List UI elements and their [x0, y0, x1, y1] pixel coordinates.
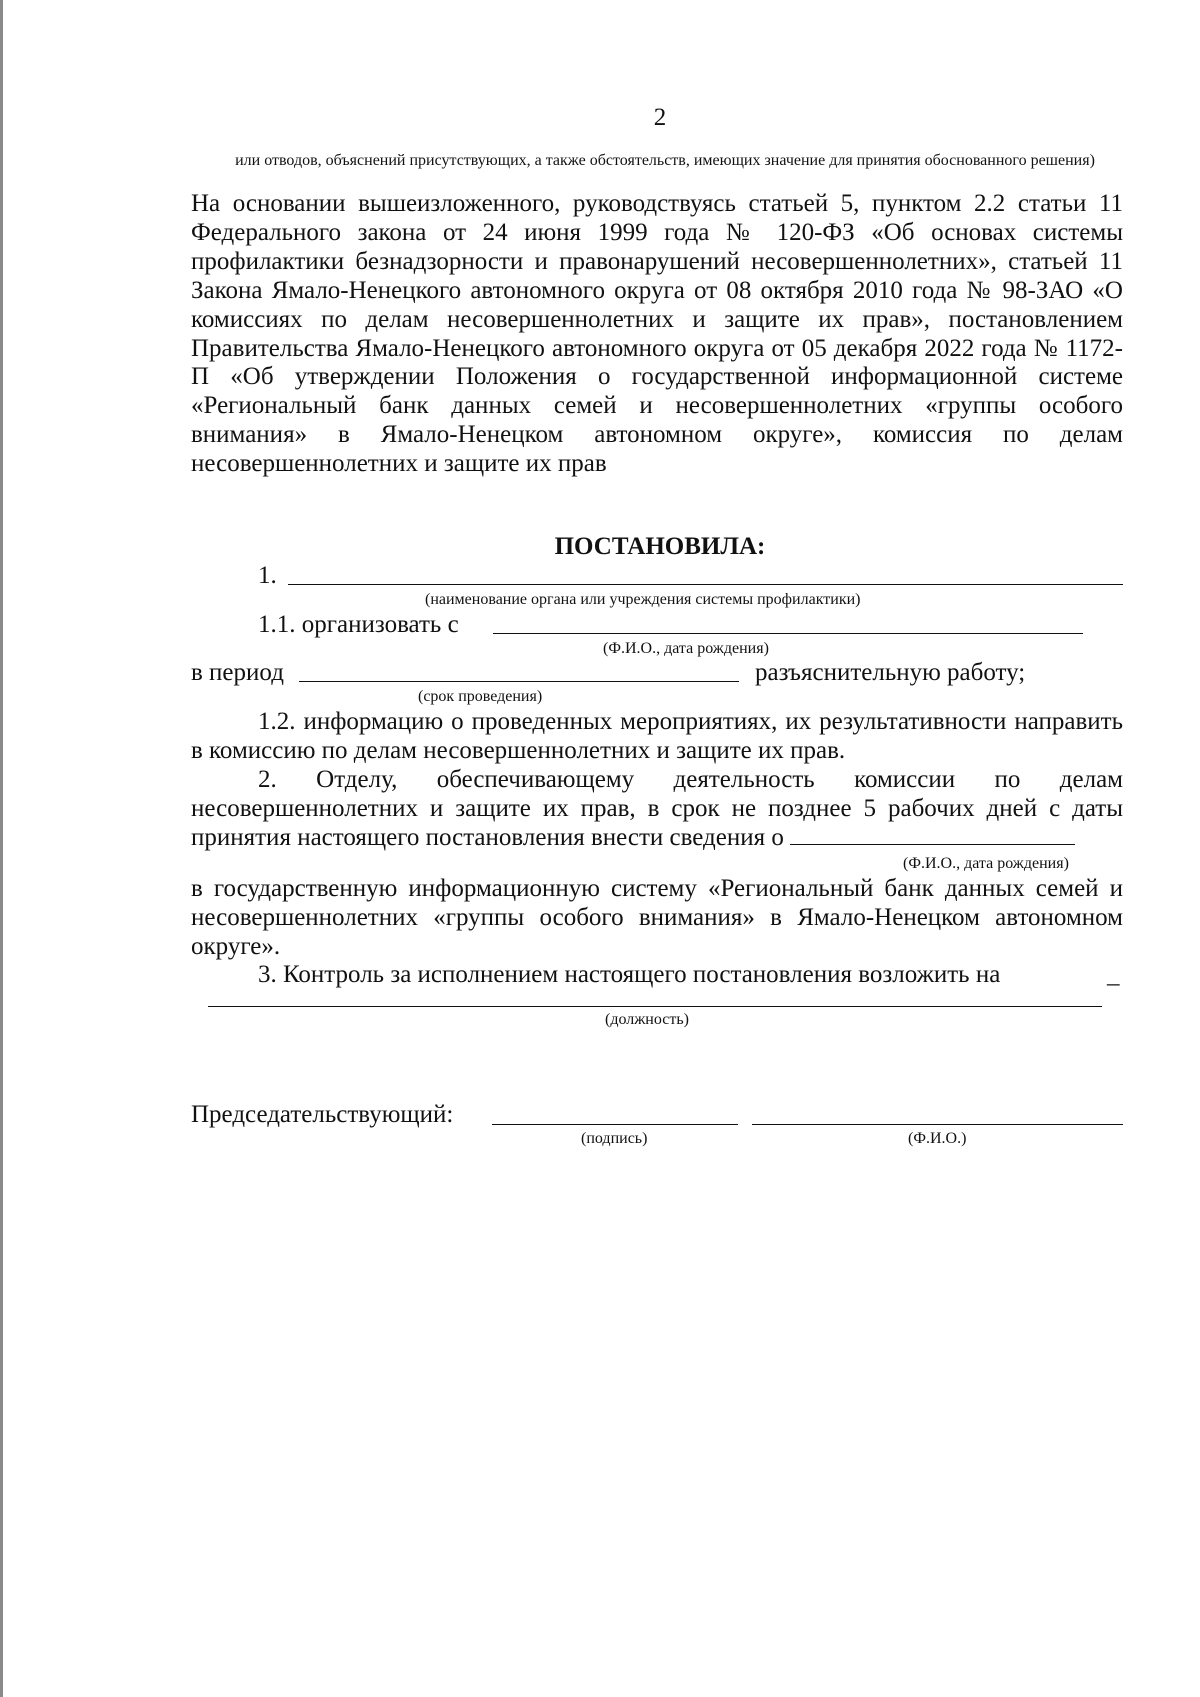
- item-2-text: 2. Отделу, обеспечивающему деятельность комиссии по делам несовершеннолетних и защите их прав, в срок не позднее 5 рабочих дней с даты принятия настоящего постановления внести сведения о: [191, 766, 1123, 851]
- page-number: 2: [653, 104, 667, 131]
- item-3-text: 3. Контроль за исполнением настоящего постановления возложить на: [258, 961, 1001, 988]
- item-1-1-text: 1.1. организовать с: [258, 611, 459, 638]
- resolution-heading: ПОСТАНОВИЛА:: [554, 533, 766, 560]
- item-3-position-blank[interactable]: [208, 1006, 1102, 1007]
- item-3-caption: (должность): [605, 1011, 689, 1028]
- preceding-caption: или отводов, объяснений присутствующих, а также обстоятельств, имеющих значение для принятия обоснованного решения): [235, 152, 1095, 169]
- item-1-2-paragraph: 1.2. информацию о проведенных мероприятиях, их результативности направить в комиссию по делам несовершеннолетних и защите их прав.: [191, 708, 1123, 764]
- item-1-1-name-blank[interactable]: [493, 633, 1083, 634]
- chair-name-blank[interactable]: [752, 1124, 1123, 1125]
- basis-paragraph: На основании вышеизложенного, руководствуясь статьей 5, пунктом 2.2 статьи 11 Федерального закона от 24 июня 1999 года № 120-ФЗ «Об основах системы профилактики безнадзорности и правонарушений несовершеннолетних», статьей 11 Закона Ямало-Ненецкого автономного округа от 08 октября 2010 года № 98-ЗАО «О комиссиях по делам несовершеннолетних и защите их прав», постановлением Правительства Ямало-Ненецкого автономного округа от 05 декабря 2022 года № 1172-П «Об утверждении Положения о государственной информационной системе «Региональный банк данных семей и несовершеннолетних «группы особого внимания» в Ямало-Ненецком автономном округе», комиссия по делам несовершеннолетних и защите их прав: [191, 190, 1123, 478]
- item-1-number: 1.: [258, 562, 277, 589]
- period-blank[interactable]: [299, 681, 739, 682]
- item-1-blank[interactable]: [288, 584, 1123, 585]
- period-caption: (срок проведения): [418, 688, 543, 705]
- period-label: в период: [191, 659, 284, 686]
- item-1-1-name-caption: (Ф.И.О., дата рождения): [603, 640, 769, 657]
- period-tail: разъяснительную работу;: [755, 659, 1026, 686]
- chair-label: Председательствующий:: [191, 1101, 454, 1128]
- item-1-caption: (наименование органа или учреждения системы профилактики): [425, 591, 861, 608]
- signature-blank[interactable]: [492, 1124, 738, 1125]
- signature-caption: (подпись): [581, 1130, 648, 1147]
- item-2-continuation: в государственную информационную систему «Региональный банк данных семей и несовершеннолетних «группы особого внимания» в Ямало-Ненецком автономном округе».: [191, 875, 1123, 960]
- item-2-caption: (Ф.И.О., дата рождения): [903, 855, 1069, 872]
- item-3-trailing-mark: _: [1107, 961, 1120, 988]
- scan-edge: [0, 0, 3, 1697]
- chair-name-caption: (Ф.И.О.): [908, 1130, 967, 1147]
- item-2-paragraph: [191, 766, 1123, 853]
- item-2-name-blank[interactable]: [790, 826, 1075, 845]
